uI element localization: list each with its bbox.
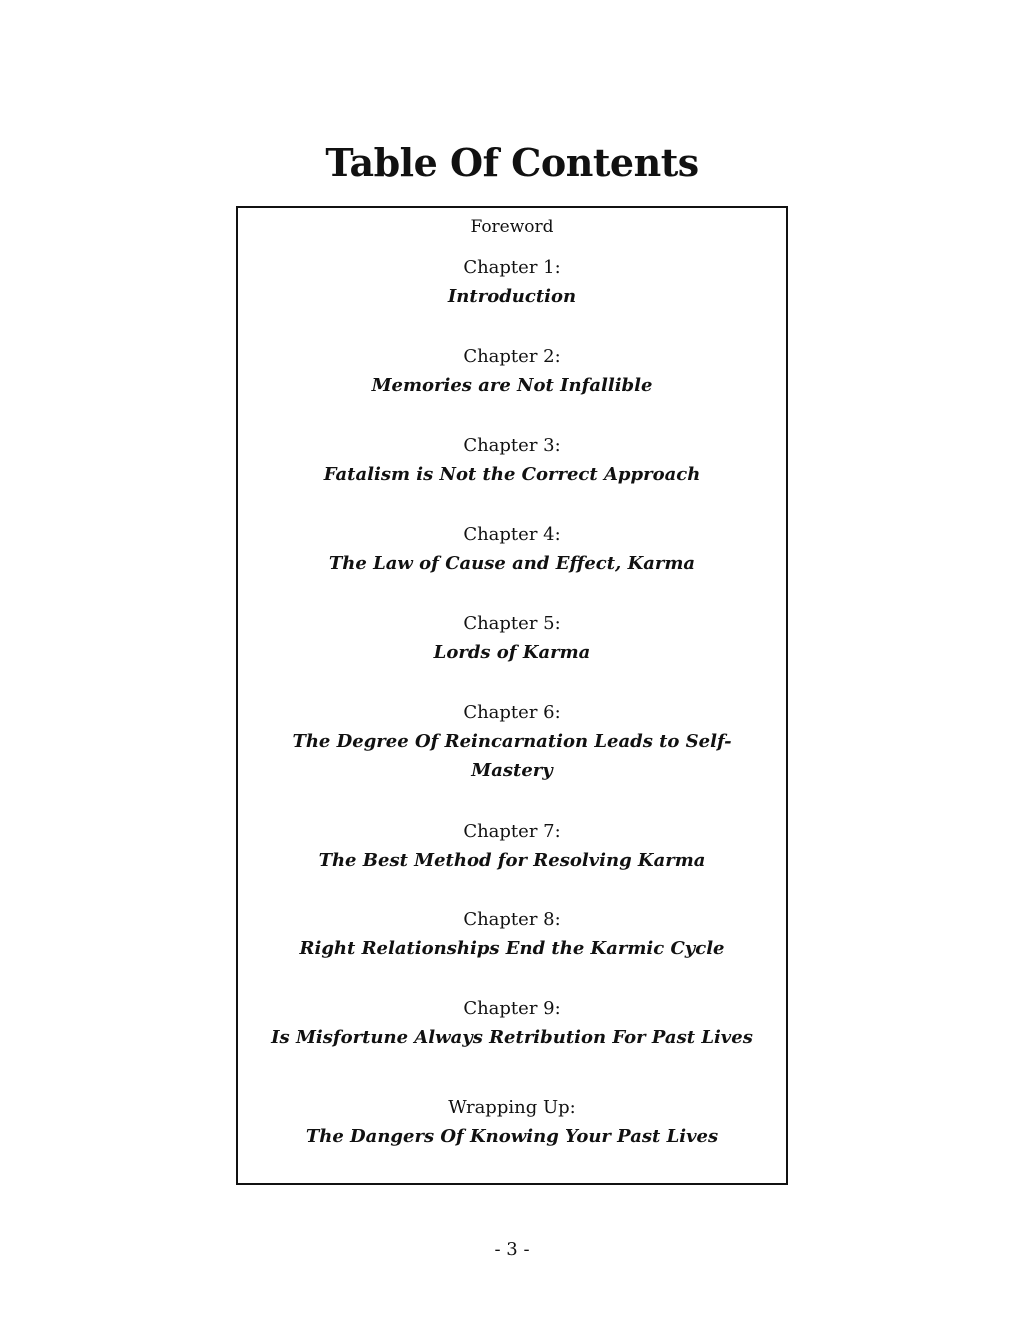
chapter-label: Chapter 9:: [463, 998, 561, 1019]
chapter-label: Chapter 6:: [463, 702, 561, 723]
toc-entry-chapter-3[interactable]: [238, 431, 786, 489]
page-title: Table Of Contents: [325, 140, 699, 185]
chapter-title: The Best Method for Resolving Karma: [318, 850, 706, 871]
toc-entry-chapter-1[interactable]: [238, 253, 786, 311]
table-of-contents-box: [236, 206, 788, 1185]
chapter-title: Memories are Not Infallible: [371, 375, 653, 396]
toc-foreword[interactable]: Foreword: [470, 217, 554, 237]
chapter-title: Fatalism is Not the Correct Approach: [323, 464, 701, 485]
toc-entry-chapter-4[interactable]: [238, 520, 786, 578]
toc-entry-chapter-5[interactable]: [238, 609, 786, 667]
chapter-title: Introduction: [447, 286, 577, 307]
chapter-title: Lords of Karma: [433, 642, 591, 663]
chapter-label: Wrapping Up:: [448, 1097, 576, 1118]
toc-entry-wrapping-up[interactable]: [238, 1093, 786, 1151]
chapter-label: Chapter 4:: [463, 524, 561, 545]
toc-entry-chapter-9[interactable]: [238, 994, 786, 1052]
chapter-label: Chapter 3:: [463, 435, 561, 456]
chapter-label: Chapter 1:: [463, 257, 561, 278]
chapter-title: Right Relationships End the Karmic Cycle: [299, 938, 725, 959]
chapter-title: The Degree Of Reincarnation Leads to Self-Mastery: [292, 731, 732, 781]
chapter-label: Chapter 5:: [463, 613, 561, 634]
toc-entry-chapter-2[interactable]: [238, 342, 786, 400]
toc-entry-chapter-8[interactable]: [238, 905, 786, 963]
chapter-title: The Law of Cause and Effect, Karma: [328, 553, 696, 574]
toc-entry-chapter-6[interactable]: [238, 698, 786, 785]
toc-entry-chapter-7[interactable]: [238, 817, 786, 875]
chapter-label: Chapter 7:: [463, 821, 561, 842]
chapter-label: Chapter 2:: [463, 346, 561, 367]
page-number: - 3 -: [494, 1239, 530, 1260]
chapter-title: Is Misfortune Always Retribution For Past Lives: [271, 1027, 753, 1048]
chapter-title: The Dangers Of Knowing Your Past Lives: [305, 1126, 719, 1147]
chapter-label: Chapter 8:: [463, 909, 561, 930]
